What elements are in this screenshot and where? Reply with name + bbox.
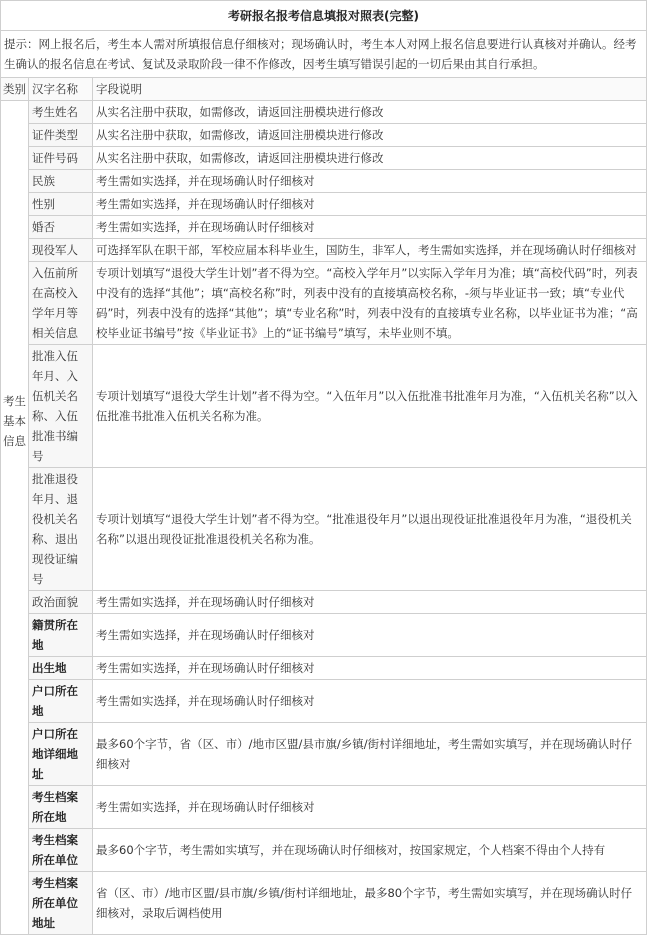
header-category: 类别 (1, 78, 29, 101)
field-desc: 最多60个字节，考生需如实填写，并在现场确认时仔细核对，按国家规定，个人档案不得由个人持有 (93, 829, 647, 872)
field-name: 婚否 (29, 216, 93, 239)
field-desc: 考生需如实选择，并在现场确认时仔细核对 (93, 193, 647, 216)
table-row (1, 872, 647, 935)
field-name: 户口所在地详细地址 (29, 723, 93, 786)
field-desc: 考生需如实选择，并在现场确认时仔细核对 (93, 680, 647, 723)
table-row (1, 680, 647, 723)
table-row (1, 786, 647, 829)
field-name: 出生地 (29, 657, 93, 680)
field-desc: 专项计划填写“退役大学生计划”者不得为空。“高校入学年月”以实际入学年月为准；填“高校代码”时，列表中没有的选择“其他”；填“高校名称”时，列表中没有的直接填高校名称，-须与毕业证书一致；填“专业代码”时，列表中没有的选择“其他”；填“专业名称”时，列表中没有的直接填专业名称，以毕业证书为准；“高校毕业证书编号”按《毕业证书》上的“证书编号”填写，未毕业则不填。 (93, 262, 647, 345)
table-title: 考研报名报考信息填报对照表(完整) (1, 1, 647, 31)
field-name: 性别 (29, 193, 93, 216)
category-cell: 考生基本信息 (1, 101, 29, 935)
table-note: 提示：网上报名后，考生本人需对所填报信息仔细核对；现场确认时，考生本人对网上报名信息要进行认真核对并确认。经考生确认的报名信息在考试、复试及录取阶段一律不作修改，因考生填写错误引起的一切后果由其自行承担。 (1, 31, 647, 78)
table-row (1, 193, 647, 216)
field-name: 户口所在地 (29, 680, 93, 723)
field-name: 入伍前所在高校入学年月等相关信息 (29, 262, 93, 345)
field-name: 考生档案所在单位地址 (29, 872, 93, 935)
table-row (1, 262, 647, 345)
field-desc: 考生需如实选择，并在现场确认时仔细核对 (93, 216, 647, 239)
field-name: 籍贯所在地 (29, 614, 93, 657)
table-row (1, 591, 647, 614)
field-desc: 专项计划填写“退役大学生计划”者不得为空。“入伍年月”以入伍批准书批准年月为准，“入伍机关名称”以入伍批准书批准入伍机关名称为准。 (93, 345, 647, 468)
table-row (1, 468, 647, 591)
table-row (1, 614, 647, 657)
field-desc: 最多60个字节，省（区、市）/地市区盟/县市旗/乡镇/街村详细地址，考生需如实填写，并在现场确认时仔细核对 (93, 723, 647, 786)
field-name: 考生姓名 (29, 101, 93, 124)
table-row (1, 657, 647, 680)
field-name: 现役军人 (29, 239, 93, 262)
field-name: 考生档案所在地 (29, 786, 93, 829)
header-field: 汉字名称 (29, 78, 93, 101)
table-row (1, 216, 647, 239)
header-desc: 字段说明 (93, 78, 647, 101)
field-desc: 省（区、市）/地市区盟/县市旗/乡镇/街村详细地址，最多80个字节，考生需如实填写，并在现场确认时仔细核对，录取后调档使用 (93, 872, 647, 935)
field-name: 批准退役年月、退役机关名称、退出现役证编号 (29, 468, 93, 591)
table-row (1, 829, 647, 872)
field-desc: 考生需如实选择，并在现场确认时仔细核对 (93, 591, 647, 614)
field-desc: 从实名注册中获取，如需修改，请返回注册模块进行修改 (93, 124, 647, 147)
field-desc: 考生需如实选择，并在现场确认时仔细核对 (93, 614, 647, 657)
table-row (1, 345, 647, 468)
table-row (1, 239, 647, 262)
field-name: 政治面貌 (29, 591, 93, 614)
field-desc: 专项计划填写“退役大学生计划”者不得为空。“批准退役年月”以退出现役证批准退役年月为准，“退役机关名称”以退出现役证批准退役机关名称为准。 (93, 468, 647, 591)
field-desc: 从实名注册中获取，如需修改，请返回注册模块进行修改 (93, 101, 647, 124)
field-name: 批准入伍年月、入伍机关名称、入伍批准书编号 (29, 345, 93, 468)
field-name: 民族 (29, 170, 93, 193)
table-row (1, 723, 647, 786)
header-row (1, 78, 647, 101)
field-desc: 考生需如实选择，并在现场确认时仔细核对 (93, 657, 647, 680)
field-name: 考生档案所在单位 (29, 829, 93, 872)
table-row (1, 124, 647, 147)
field-desc: 考生需如实选择，并在现场确认时仔细核对 (93, 786, 647, 829)
table-row (1, 147, 647, 170)
table-row (1, 170, 647, 193)
field-desc: 从实名注册中获取，如需修改，请返回注册模块进行修改 (93, 147, 647, 170)
field-name: 证件号码 (29, 147, 93, 170)
field-desc: 考生需如实选择，并在现场确认时仔细核对 (93, 170, 647, 193)
table-row (1, 101, 647, 124)
field-desc: 可选择军队在职干部，军校应届本科毕业生，国防生，非军人，考生需如实选择，并在现场确认时仔细核对 (93, 239, 647, 262)
field-name: 证件类型 (29, 124, 93, 147)
